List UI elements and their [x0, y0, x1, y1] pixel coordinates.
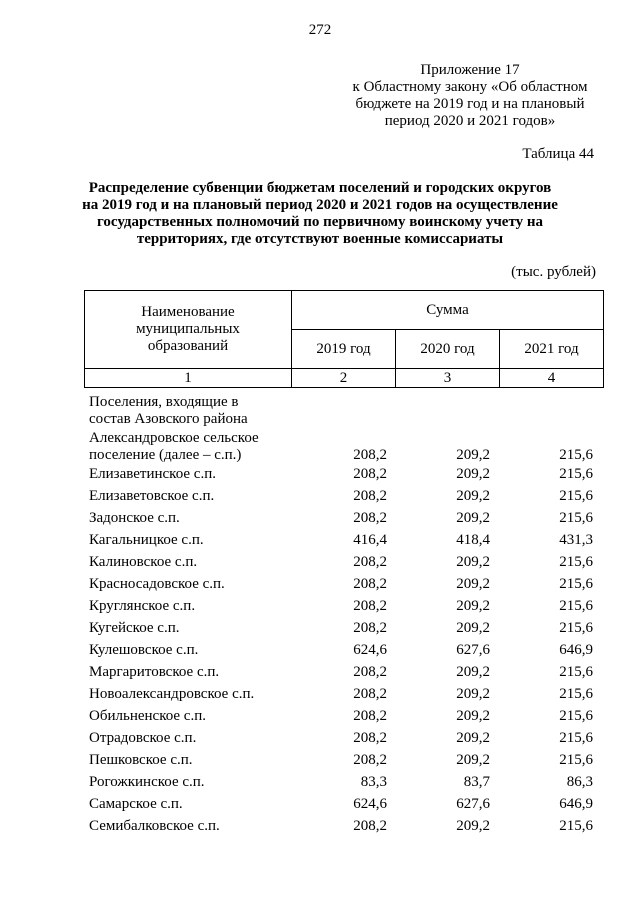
column-header-2020: 2020 год — [396, 330, 500, 369]
municipality-name-cell — [84, 774, 290, 791]
value-2021-cell: 215,6 — [559, 447, 593, 463]
value-2021-cell: 215,6 — [559, 620, 593, 636]
municipality-name-continued: состав Азовского района — [89, 411, 248, 427]
column-number: 1 — [85, 369, 292, 388]
table-row — [84, 708, 602, 730]
value-2019-cell: 208,2 — [353, 447, 387, 463]
title-line: территориях, где отсутствуют военные комиссариаты — [136, 231, 504, 247]
value-2019-cell: 208,2 — [353, 686, 387, 702]
value-2019-cell: 208,2 — [353, 554, 387, 570]
table-row — [84, 664, 602, 686]
municipality-name: Кугейское с.п. — [89, 620, 180, 636]
municipality-name-cell — [84, 620, 290, 637]
value-2021-cell: 215,6 — [559, 752, 593, 768]
table-row — [84, 598, 602, 620]
table-number: Таблица 44 — [522, 146, 594, 162]
municipality-name: Александровское сельское — [89, 430, 259, 446]
value-2020-cell: 209,2 — [456, 730, 490, 746]
table-row — [84, 488, 602, 510]
value-2019-cell: 208,2 — [353, 598, 387, 614]
value-2020-cell: 209,2 — [456, 818, 490, 834]
value-2020-cell: 209,2 — [456, 447, 490, 463]
value-2019-cell: 208,2 — [353, 510, 387, 526]
value-2019-cell: 208,2 — [353, 576, 387, 592]
municipality-name-cell — [84, 554, 290, 571]
column-header-2019: 2019 год — [292, 330, 396, 369]
table-body — [84, 394, 602, 840]
municipality-name-cell — [84, 752, 290, 769]
column-header-name-line: образований — [147, 338, 229, 354]
municipality-name: Маргаритовское с.п. — [89, 664, 220, 680]
value-2020-cell: 209,2 — [456, 466, 490, 482]
value-2020-cell: 209,2 — [456, 510, 490, 526]
municipality-name: Задонское с.п. — [89, 510, 180, 526]
table-row — [84, 642, 602, 664]
value-2021-cell: 215,6 — [559, 598, 593, 614]
table-row — [84, 730, 602, 752]
municipality-name: Круглянское с.п. — [89, 598, 196, 614]
table-row — [84, 620, 602, 642]
value-2021-cell: 646,9 — [559, 796, 593, 812]
municipality-name: Пешковское с.п. — [89, 752, 193, 768]
value-2019-cell: 208,2 — [353, 708, 387, 724]
table-row — [84, 394, 602, 428]
value-2020-cell: 209,2 — [456, 576, 490, 592]
document-title — [60, 180, 580, 248]
municipality-name-cell — [84, 510, 290, 527]
value-2020-cell: 209,2 — [456, 488, 490, 504]
value-2020-cell: 627,6 — [456, 642, 490, 658]
value-2020-cell: 209,2 — [456, 708, 490, 724]
value-2019-cell: 83,3 — [360, 774, 387, 790]
municipality-name: Обильненское с.п. — [89, 708, 206, 724]
value-2021-cell: 215,6 — [559, 686, 593, 702]
municipality-name-cell — [84, 708, 290, 725]
municipality-name: Поселения, входящие в — [89, 394, 239, 410]
table-row — [84, 818, 602, 840]
value-2020-cell — [393, 394, 496, 411]
title-line: на 2019 год и на плановый период 2020 и 2021 годов на осуществление — [82, 197, 558, 213]
value-2019-cell: 208,2 — [353, 488, 387, 504]
table-row — [84, 576, 602, 598]
table-row — [84, 774, 602, 796]
municipality-name-cell — [84, 664, 290, 681]
column-number: 3 — [396, 369, 500, 388]
appendix-line: к Областному закону «Об областном — [352, 79, 588, 95]
table-row — [84, 532, 602, 554]
value-2021-cell: 215,6 — [559, 730, 593, 746]
column-header-name-line: Наименование — [141, 304, 235, 320]
municipality-name: Самарское с.п. — [89, 796, 183, 812]
value-2020-cell: 627,6 — [456, 796, 490, 812]
municipality-name-cell — [84, 394, 290, 428]
appendix-header — [340, 62, 600, 130]
municipality-name-cell — [84, 532, 290, 549]
value-2019-cell — [290, 394, 393, 411]
municipality-name: Рогожкинское с.п. — [89, 774, 205, 790]
table-row — [84, 510, 602, 532]
municipality-name-cell — [84, 686, 290, 703]
value-2019-cell: 416,4 — [353, 532, 387, 548]
value-2019-cell: 208,2 — [353, 752, 387, 768]
municipality-name-cell — [84, 818, 290, 835]
value-2021-cell: 215,6 — [559, 554, 593, 570]
value-2019-cell: 624,6 — [353, 642, 387, 658]
table-row — [84, 752, 602, 774]
value-2021-cell: 215,6 — [559, 510, 593, 526]
table-row — [84, 554, 602, 576]
column-header-name — [85, 291, 292, 369]
title-line: Распределение субвенции бюджетам поселений и городских округов — [88, 180, 552, 196]
value-2021-cell: 646,9 — [559, 642, 593, 658]
value-2020-cell: 209,2 — [456, 664, 490, 680]
column-header-sum: Сумма — [292, 291, 604, 330]
page-number: 272 — [308, 22, 332, 38]
municipality-name-cell — [84, 730, 290, 747]
municipality-name: Калиновское с.п. — [89, 554, 198, 570]
value-2020-cell: 83,7 — [463, 774, 490, 790]
column-header-2021: 2021 год — [500, 330, 604, 369]
value-2019-cell: 208,2 — [353, 620, 387, 636]
appendix-line: период 2020 и 2021 годов» — [384, 113, 556, 129]
column-number: 4 — [500, 369, 604, 388]
value-2021-cell: 86,3 — [566, 774, 593, 790]
value-2020-cell: 418,4 — [456, 532, 490, 548]
column-number: 2 — [292, 369, 396, 388]
value-2020-cell: 209,2 — [456, 598, 490, 614]
municipality-name-cell — [84, 576, 290, 593]
value-2020-cell: 209,2 — [456, 554, 490, 570]
value-2020-cell: 209,2 — [456, 686, 490, 702]
value-2021-cell: 215,6 — [559, 488, 593, 504]
municipality-name: Елизаветинское с.п. — [89, 466, 216, 482]
value-2021-cell: 215,6 — [559, 818, 593, 834]
municipality-name-cell — [84, 796, 290, 813]
table-row — [84, 686, 602, 708]
municipality-name-cell — [84, 430, 290, 464]
municipality-name-cell — [84, 466, 290, 483]
value-2021-cell: 215,6 — [559, 708, 593, 724]
table-row — [84, 466, 602, 488]
value-2019-cell: 208,2 — [353, 818, 387, 834]
units-label: (тыс. рублей) — [511, 264, 596, 280]
title-line: государственных полномочий по первичному воинскому учету на — [96, 214, 544, 230]
value-2019-cell: 624,6 — [353, 796, 387, 812]
value-2020-cell: 209,2 — [456, 620, 490, 636]
value-2021-cell — [496, 394, 599, 411]
municipality-name: Кагальницкое с.п. — [89, 532, 204, 548]
value-2019-cell: 208,2 — [353, 466, 387, 482]
municipality-name: Елизаветовское с.п. — [89, 488, 215, 504]
appendix-line: бюджете на 2019 год и на плановый — [355, 96, 585, 112]
value-2021-cell: 431,3 — [559, 532, 593, 548]
municipality-name: Отрадовское с.п. — [89, 730, 197, 746]
table-row — [84, 796, 602, 818]
value-2019-cell: 208,2 — [353, 664, 387, 680]
municipality-name-continued: поселение (далее – с.п.) — [89, 447, 242, 463]
table-header — [84, 290, 604, 388]
table-row — [84, 430, 602, 464]
value-2021-cell: 215,6 — [559, 576, 593, 592]
value-2020-cell: 209,2 — [456, 752, 490, 768]
municipality-name: Кулешовское с.п. — [89, 642, 199, 658]
value-2019-cell: 208,2 — [353, 730, 387, 746]
value-2021-cell: 215,6 — [559, 466, 593, 482]
municipality-name: Семибалковское с.п. — [89, 818, 220, 834]
value-2021-cell: 215,6 — [559, 664, 593, 680]
column-header-name-line: муниципальных — [136, 321, 240, 337]
municipality-name: Красносадовское с.п. — [89, 576, 225, 592]
municipality-name: Новоалександровское с.п. — [89, 686, 255, 702]
appendix-line: Приложение 17 — [420, 62, 520, 78]
municipality-name-cell — [84, 488, 290, 505]
municipality-name-cell — [84, 598, 290, 615]
municipality-name-cell — [84, 642, 290, 659]
